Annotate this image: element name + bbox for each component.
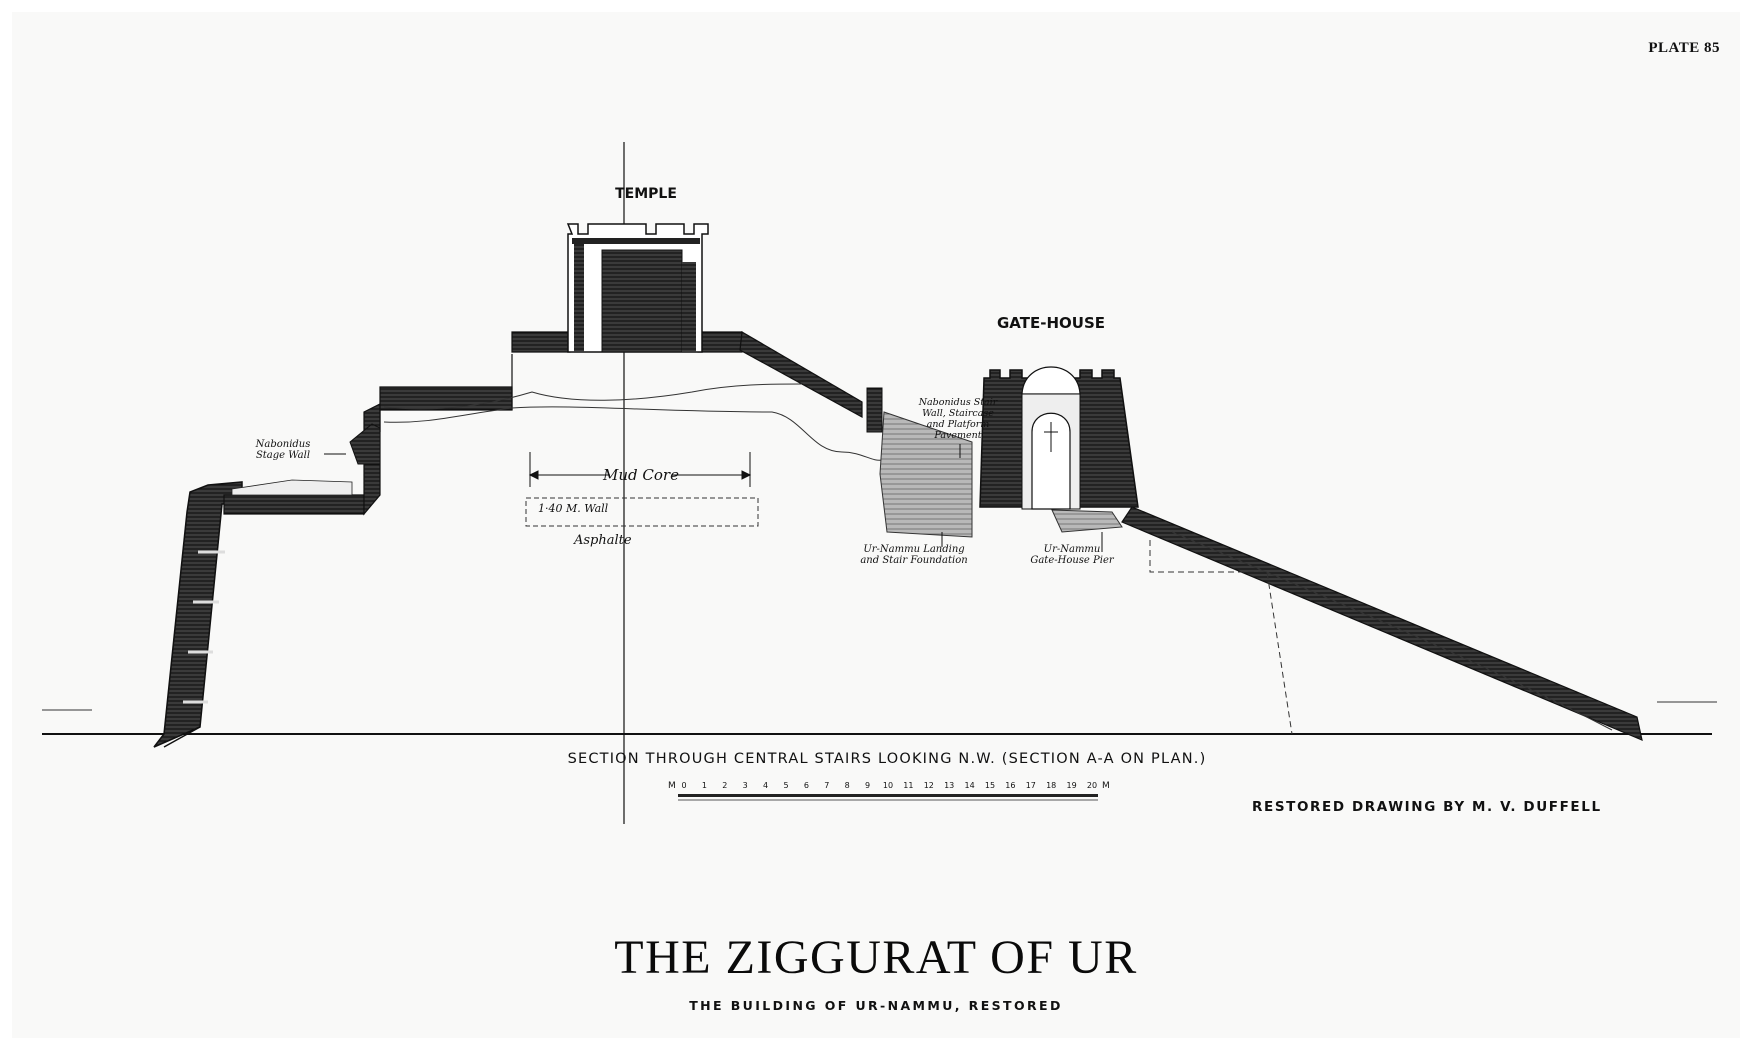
upper-terrace-right (698, 332, 742, 352)
ur-nammu-pier-label-1: Ur-Nammu (1043, 544, 1101, 555)
ur-nammu-pier-label-2: Gate-House Pier (1030, 555, 1114, 566)
ziggurat-section-drawing (12, 12, 1740, 1038)
scale-tick-label: 3 (742, 781, 748, 790)
mud-core-label: Mud Core (603, 466, 679, 484)
scale-tick-label: 17 (1025, 781, 1036, 790)
nabonidus-stair-wall-label-3: and Platform (926, 419, 990, 430)
scale-tick-label: 9 (865, 781, 871, 790)
scale-start-label: M (668, 781, 676, 791)
main-stair (1122, 507, 1642, 740)
wall-thickness-label: 1·40 M. Wall (538, 502, 609, 515)
nabonidus-stage-wall-label-1: Nabonidus (255, 439, 311, 450)
scale-tick-label: 15 (984, 781, 996, 790)
nabonidus-stage-wall-mass (350, 424, 380, 464)
core-outline-2 (384, 407, 882, 460)
gate-house-pier (1052, 510, 1122, 532)
scale-tick-label: 13 (944, 781, 955, 790)
scale-tick-label: 7 (824, 781, 830, 790)
gate-house-label: GATE-HOUSE (997, 314, 1105, 332)
nabonidus-stair-wall-label-2: Wall, Staircase (922, 408, 994, 419)
first-terrace (224, 495, 364, 514)
ur-nammu-landing-label-2: and Stair Foundation (860, 555, 968, 566)
gate-stair-upper (867, 388, 882, 432)
nabonidus-stair-wall-label-1: Nabonidus Stair (918, 397, 998, 408)
scale-tick-label: 2 (722, 781, 728, 790)
scale-tick-label: 1 (701, 781, 707, 790)
section-caption: SECTION THROUGH CENTRAL STAIRS LOOKING N.W. (SECTION A-A ON PLAN.) (567, 751, 1207, 767)
temple-building (568, 224, 708, 352)
scale-tick-label: 16 (1005, 781, 1016, 790)
plate-title: THE ZIGGURAT OF UR (614, 931, 1138, 984)
scale-tick-label: 4 (763, 781, 769, 790)
asphalte-label: Asphalte (574, 533, 632, 548)
scale-tick-label: 5 (783, 781, 789, 790)
scale-tick-label: 18 (1046, 781, 1057, 790)
scale-tick-label: 8 (844, 781, 850, 790)
plate-subtitle: THE BUILDING OF UR-NAMMU, RESTORED (689, 998, 1063, 1013)
temple-label: TEMPLE (615, 186, 677, 202)
central-stair-top (740, 332, 862, 417)
scale-tick-label: 14 (964, 781, 975, 790)
ur-nammu-landing-label-1: Ur-Nammu Landing (863, 544, 965, 555)
plate-sheet (12, 12, 1740, 1038)
gate-house-building (980, 367, 1138, 509)
drawing-credit: RESTORED DRAWING BY M. V. DUFFELL (1252, 799, 1602, 815)
scale-tick-label: 20 (1086, 781, 1098, 790)
scale-tick-label: 10 (882, 781, 894, 790)
scale-tick-label: 19 (1066, 781, 1077, 790)
scale-tick-label: 12 (923, 781, 934, 790)
scale-bar (668, 781, 1110, 800)
second-terrace (380, 387, 512, 410)
scale-tick-label: 0 (681, 781, 687, 790)
scale-tick-label: 11 (903, 781, 914, 790)
nabonidus-stair-wall-label-4: Pavement (934, 430, 982, 441)
scale-tick-label: 6 (803, 781, 809, 790)
scale-end-label: M (1102, 781, 1110, 791)
nabonidus-stage-wall-label-2: Stage Wall (255, 450, 311, 461)
plate-number: PLATE 85 (1648, 40, 1720, 56)
outer-retaining-wall (154, 482, 242, 747)
upper-terrace (512, 332, 570, 352)
